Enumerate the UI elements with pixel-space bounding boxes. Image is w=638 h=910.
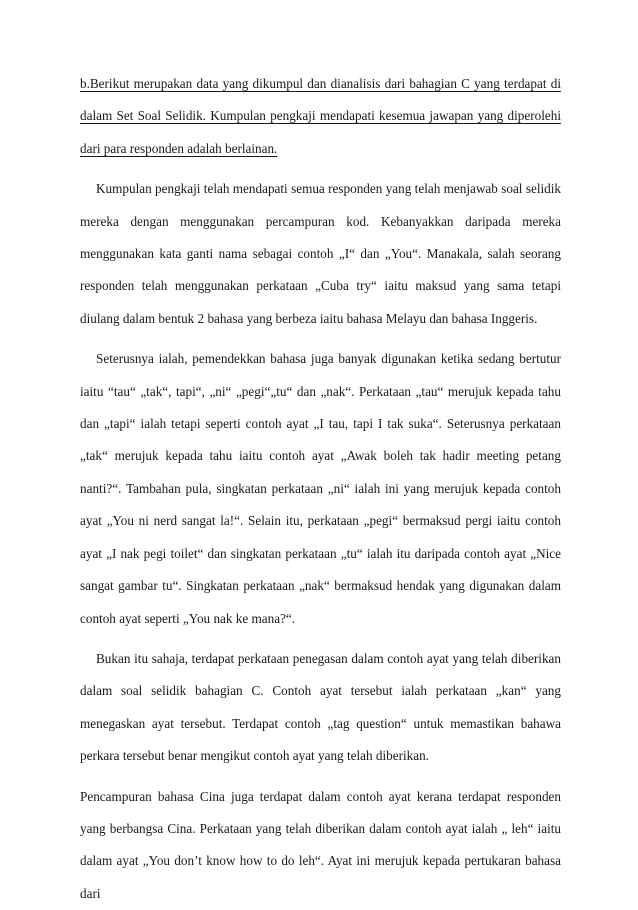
document-page [80,68,561,910]
paragraph-chinese-mixing: Pencampuran bahasa Cina juga terdapat dalam contoh ayat kerana terdapat responden yang berbangsa Cina. Perkataan yang telah diberikan dalam contoh ayat ialah „ leh“ iaitu dalam ayat „You don’t know how to do leh“. Ayat ini merujuk kepada pertukaran bahasa dari [80,788,561,901]
paragraph-code-mixing: Kumpulan pengkaji telah mendapati semua responden yang telah menjawab soal selidik mereka dengan menggunakan percampuran kod. Kebanyakkan daripada mereka menggunakan kata ganti nama sebagai contoh „I“ dan „You“. Manakala, salah seorang responden telah menggunakan perkataan „Cuba try“ iaitu maksud yang sama tetapi diulang dalam bentuk 2 bahasa yang berbeza iaitu bahasa Melayu dan bahasa Inggeris. [80,181,561,326]
paragraph-gap [80,165,561,173]
paragraph-heading-b: b.Berikut merupakan data yang dikumpul dan dianalisis dari bahagian C yang terdapat di dalam Set Soal Selidik. Kumpulan pengkaji mendapati kesemua jawapan yang diperolehi dari para responden adalah berlainan. [80,76,561,156]
paragraph-gap [80,335,561,343]
paragraph-gap [80,773,561,781]
paragraph-gap [80,635,561,643]
paragraph-emphasis: Bukan itu sahaja, terdapat perkataan penegasan dalam contoh ayat yang telah diberikan dalam soal selidik bahagian C. Contoh ayat tersebut ialah perkataan „kan“ yang menegaskan ayat tersebut. Terdapat contoh „tag question“ untuk memastikan bahawa perkara tersebut benar mengikut contoh ayat yang telah diberikan. [80,650,561,764]
paragraph-abbreviations: Seterusnya ialah, pemendekkan bahasa juga banyak digunakan ketika sedang bertutur iaitu “tau“ „tak“, tapi“, „ni“ „pegi“„tu“ dan „nak“. Perkataan „tau“ merujuk kepada tahu dan „tapi“ ialah tetapi seperti contoh ayat „I tau, tapi I tak suka“. Seterusnya perkataan „tak“ merujuk kepada tahu iaitu contoh ayat „Awak boleh tak hadir meeting petang nanti?“. Tambahan pula, singkatan perkataan „ni“ ialah ini yang merujuk kepada contoh ayat „You ni nerd sangat la!“. Selain itu, perkataan „pegi“ bermaksud pergi iaitu contoh ayat „I nak pegi toilet“ dan singkatan perkataan „tu“ ialah itu daripada contoh ayat „Nice sangat gambar tu“. Singkatan perkataan „nak“ bermaksud hendak yang digunakan dalam contoh ayat seperti „You nak ke mana?“. [80,351,561,626]
